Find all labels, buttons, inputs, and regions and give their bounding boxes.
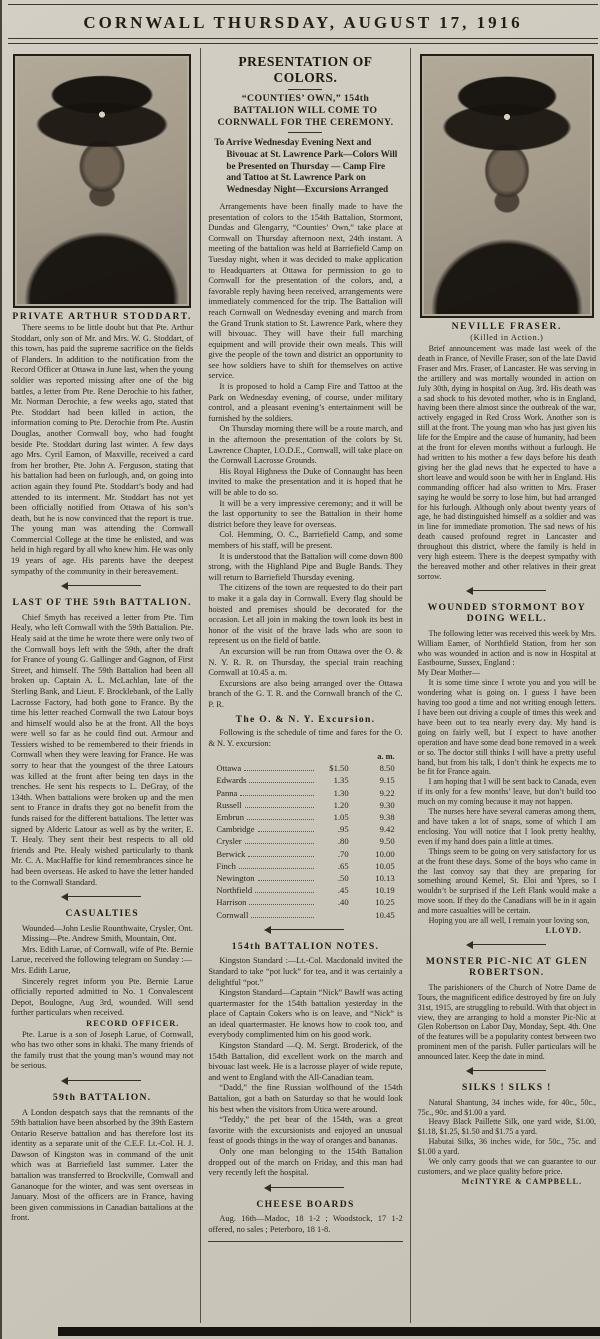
fare-row bbox=[216, 762, 398, 774]
article-154th-notes bbox=[208, 956, 402, 1178]
article-paragraph: Aug. 16th—Madoc, 18 1-2 ; Woodstock, 17 1-2 offered, no sales ; Peterboro, 18 1-8. bbox=[208, 1214, 403, 1234]
arrival-time: 10.05 bbox=[375, 860, 395, 871]
fare-row bbox=[216, 787, 398, 799]
fare-amount: .70 bbox=[337, 848, 349, 859]
left-column bbox=[8, 48, 201, 1323]
heading-cheese-boards: CHEESE BOARDS bbox=[256, 1198, 355, 1210]
heading-casualties: CASUALTIES bbox=[65, 908, 139, 920]
fare-amount: .40 bbox=[337, 897, 349, 908]
arrival-time: 9.15 bbox=[379, 775, 395, 786]
article-picnic bbox=[418, 983, 596, 1062]
article-casualties bbox=[11, 924, 193, 1072]
article-paragraph: Arrangements have been finally made to have the presentation of colors to the 154th Battalion, Stormont, Dundas and Glengarry, “Counties’ Own,” take place at Cornwall on Thursday afternoon next, 24th instant. A meeting of the battalion was held at Barriefield Camp on Tuesday night, when it was decided to make application to Headquarters at Ottawa for permission to go to Cornwall for the presentation of the colors, and, a favorable reply having been received, arrangements were immediately commenced for the trip. The Battalion will reach Cornwall on Wednesday evening and march from the Grand Trunk station to St. Lawrence Park, where they will bivouac. They will have their full marching equipment and will provide their own meals. This will give the people of the town and district an opportunity to see how soldiers have to shift for themselves on active service. bbox=[208, 201, 403, 381]
article-paragraph: Chief Smyth has received a letter from Pte. Tim Healy, who left Cornwall with the 59th Battalion. Pte. Healy said at the time he wrote there were only two of the Cornwall boys left with the 59th, after the draft for France of young G. Gallinger and Gagnon, of First Street, and himself. The 59th Battalion had been all broken up. Captain A. L. McLachlan, late of the Sterling Bank, and Lieut. F. Brocklebank, of the Lally Lacrosse Factory, had both gone to France. By the time his letter reached Cornwall the two Latour boys and himself would also be at the front. All the boys were well so far as he could find out. Armour and Tessiers wished to be remembered to their friends in Cornwall when they were leaving for France. He was sorry to hear that the youngest of the three Latours was killed at the front after being ten days in the trenches. He sent his respects to L. DeGray, of the 134th. When battalions were broken up and the men sent to France in drafts they got no benefit from the funds raised for the different battalions. The letter was signed by Alderic Latour as well as by the writer, E. T. Healy. They sent their best respects to all old friends and Pte. Healy wished particularly to thank Mr. C. A. MacHaffie for kind remembrances since he had been overseas. He asked to have the letter handed to the Cornwall Standard. bbox=[11, 612, 194, 887]
ad-paragraph: Habutai Silks, 36 inches wide, for 50c., 75c. and $1.00 a yard. bbox=[417, 1137, 596, 1157]
ad-paragraph: We only carry goods that we can guarantee to our customers, and we place quality before price. bbox=[417, 1157, 596, 1176]
section-divider bbox=[464, 941, 550, 949]
station-name: Crysler bbox=[216, 836, 242, 847]
heading-silks: SILKS ! SILKS ! bbox=[462, 1082, 552, 1094]
fare-amount: 1.05 bbox=[333, 811, 349, 822]
article-paragraph: It will be a very impressive ceremony; and it will be the last opportunity to see the Battalion in their home district before they leave for overseas. bbox=[208, 498, 403, 529]
headline-rule bbox=[288, 89, 322, 90]
article-paragraph: It is understood that the Battalion will come down 800 strong, with the Highland Pipe and Bugle Bands. They will return to Barriefield Thursday evening. bbox=[208, 551, 403, 582]
dotted-leader bbox=[258, 872, 314, 881]
photo-frame-fraser bbox=[420, 54, 594, 318]
article-59th-battalion bbox=[11, 1108, 193, 1225]
article-paragraph: Wounded—John Leslie Rounthwaite, Crysler, Ont. bbox=[22, 923, 193, 933]
dotted-leader bbox=[245, 835, 314, 844]
masthead bbox=[8, 4, 598, 47]
arrival-time: 10.00 bbox=[375, 848, 395, 859]
article-stoddart bbox=[11, 323, 193, 577]
dotted-leader bbox=[258, 823, 314, 832]
article-fraser bbox=[418, 344, 596, 582]
telegram-signature: RECORD OFFICER. bbox=[86, 1019, 180, 1029]
fare-amount: .95 bbox=[337, 824, 349, 835]
arrival-time: 10.45 bbox=[375, 909, 395, 920]
station-name: Embrun bbox=[216, 811, 245, 822]
station-name: Ottawa bbox=[216, 763, 242, 774]
fare-amount: 1.35 bbox=[333, 775, 349, 786]
heading-wounded-boy: WOUNDED STORMONT BOY DOING WELL. bbox=[427, 601, 587, 625]
arrival-time: 9.22 bbox=[379, 787, 395, 798]
dotted-leader bbox=[239, 860, 314, 869]
arrival-time: 10.25 bbox=[375, 897, 395, 908]
excursion-intro: Following is the schedule of time and fares for the O. & N. Y. excursion: bbox=[208, 727, 403, 748]
article-paragraph: The following letter was received this week by Mrs. William Eamer, of Northfield Station, from her son who was wounded in action and is now in Hospital at Eastbourne, Sussex, England : bbox=[417, 628, 596, 668]
ad-paragraph: Natural Shantung, 34 inches wide, for 40c., 50c., 75c., 90c. and $1.00 a yard. bbox=[417, 1097, 596, 1117]
fare-time-header: a. m. bbox=[377, 752, 395, 762]
soldier-portrait-fraser bbox=[424, 58, 590, 314]
arrival-time: 8.50 bbox=[379, 763, 395, 774]
article-paragraph: On Thursday morning there will be a route march, and in the afternoon the presentation of the colors by St. Lawrence Chapter, I.O.D.E., Cornwall, will take place on the Cornwall Lacrosse Grounds. bbox=[208, 424, 403, 466]
fare-row bbox=[216, 811, 398, 823]
photo-frame-stoddart bbox=[13, 54, 191, 308]
photo-subcaption-fraser: (Killed in Action.) bbox=[470, 333, 544, 342]
article-paragraph: “Teddy,” the pet bear of the 154th, was a great favorite with the excursionists and enjoyed an unusual feast of goods things in the way of oranges and bananas. bbox=[208, 1115, 403, 1146]
station-name: Berwick bbox=[216, 848, 246, 859]
fare-amount: $1.50 bbox=[329, 763, 349, 774]
station-name: Cornwall bbox=[216, 909, 249, 920]
article-paragraph: Hoping you are all well, I remain your loving son, bbox=[428, 916, 590, 926]
fare-amount: .80 bbox=[337, 836, 349, 847]
columns bbox=[8, 48, 598, 1323]
article-paragraph: Kingston Standard —Q. M. Sergt. Broderick, of the 154th Battalion, did excellent work on the march and bivouac last week. He is a lacrosse player of wide repute, and went to England with the All-Canadian team. bbox=[208, 1041, 403, 1082]
ad-paragraph: Heavy Black Paillette Silk, one yard wide, $1.00, $1.18, $1.25, $1.50 and $1.75 a yard. bbox=[417, 1117, 596, 1137]
station-name: Finch bbox=[216, 860, 236, 871]
fare-row bbox=[216, 835, 398, 847]
photo-caption-fraser: NEVILLE FRASER. bbox=[451, 321, 562, 332]
subheadline: “COUNTIES’ OWN,” 154th BATTALION WILL COME TO CORNWALL FOR THE CEREMONY. bbox=[217, 93, 394, 128]
heading-59th-battalion: 59th BATTALION. bbox=[52, 1092, 152, 1103]
advertisement-silks bbox=[418, 1098, 596, 1187]
dotted-leader bbox=[244, 762, 313, 771]
heading-picnic: MONSTER PIC-NIC AT GLEN ROBERTSON. bbox=[425, 955, 588, 979]
dotted-leader bbox=[249, 774, 313, 783]
station-name: Edwards bbox=[216, 775, 247, 786]
letter-signature: LLOYD. bbox=[545, 925, 582, 935]
fare-amount: .45 bbox=[337, 885, 349, 896]
fare-row bbox=[216, 884, 398, 896]
soldier-portrait-stoddart bbox=[17, 58, 187, 304]
article-paragraph: It is proposed to hold a Camp Fire and Tattoo at the Park on Wednesday evening, of course, under military control, and a pleasant evening’s entertainment will be furnished by the soldiers. bbox=[208, 382, 403, 423]
dotted-leader bbox=[249, 896, 313, 905]
fare-row bbox=[216, 896, 398, 908]
advertiser-signature: McINTYRE & CAMPBELL. bbox=[461, 1176, 582, 1186]
article-paragraph: Excursions are also being arranged over the Ottawa branch of the G. T. R. and the Cornwall branch of the C. P. R. bbox=[208, 678, 403, 709]
fare-amount: .50 bbox=[337, 873, 349, 883]
article-paragraph: Col. Hemming, O. C., Barriefield Camp, and some members of his staff, will be present. bbox=[208, 530, 403, 550]
dotted-leader bbox=[248, 848, 313, 857]
article-paragraph: An excursion will be run from Ottawa over the O. & N. Y. R. R. on Thursday, the special train reaching Cornwall at 10.45 a. m. bbox=[208, 646, 403, 678]
fare-schedule-table bbox=[216, 752, 398, 921]
letter-salutation: My Dear Mother— bbox=[417, 668, 480, 678]
deck-summary: To Arrive Wednesday Evening Next and Bivouac at St. Lawrence Park—Colors Will be Presented on Thursday — Camp Fire and Tattoo at St. Lawrence Park on Wednesday Night—Excursions Arranged bbox=[214, 137, 398, 195]
fare-amount: 1.20 bbox=[333, 799, 349, 810]
article-presentation-of-colors bbox=[208, 202, 402, 711]
heading-154th-notes: 154th BATTALION NOTES. bbox=[231, 940, 380, 952]
article-last-of-59th bbox=[11, 613, 193, 888]
dotted-leader bbox=[251, 909, 313, 918]
page-bottom-rule bbox=[58, 1327, 600, 1336]
section-divider bbox=[262, 926, 348, 934]
article-paragraph: A London despatch says that the remnants of the 59th battalion have been absorbed by the 39th Eastern Ontario Reserve battalion and has therefore lost its identity as a separate unit of the C.E.F. Lt.-Col. H. J. Dawson of Kingston was in command of the unit which was at Barriefield last summer. Later the battalion was transferred to Brockville, Cornwall and Gananoque for the winter, and was sent overseas in January. Most of the officers are in France, having been given commissions in Canadian battalions at the front. bbox=[11, 1107, 194, 1223]
article-paragraph: Sincerely regret inform you Pte. Bernie Larue officially reported admitted to No. 1 Convalescent Depot, Boulogne, Aug 3rd, wounded. Will send further particulars when received. bbox=[11, 976, 194, 1018]
dotted-leader bbox=[255, 884, 313, 893]
arrival-time: 10.19 bbox=[375, 885, 395, 896]
main-headline: PRESENTATION OF COLORS. bbox=[238, 54, 373, 85]
dotted-leader bbox=[245, 799, 314, 808]
fare-row bbox=[216, 774, 398, 786]
article-paragraph: Mrs. Edith Larue, of Cornwall, wife of Pte. Bernie Larue, received the following telegram on Sunday :— bbox=[11, 944, 194, 965]
article-cheese-boards bbox=[208, 1214, 402, 1235]
station-name: Harrison bbox=[216, 897, 247, 908]
article-paragraph: The nurses here have several cameras among them, and have taken a lot of snaps, some of which I am enclosing. You will notice that I look pretty healthy, even if my hand does pain a little at times. bbox=[417, 807, 596, 846]
arrival-time: 9.38 bbox=[379, 811, 395, 822]
column-bottom-rule bbox=[208, 1241, 402, 1242]
article-paragraph: Brief announcement was made last week of the death in France, of Neville Fraser, son of the late David Fraser and Mrs. Fraser, of Lancaster. He was serving in the artillery and was mortally wounded in action on July 30th, dying in hospital on Aug. 3rd. His death was a sad shock to his devoted mother, who is in England, having been there almost since the outbreak of the war, actively engaged in Red Cross Work. Another son is still at the front. The young man who has just given his life for the Empire and the cause of humanity, had been at the front for eleven months without a furlough. He had written to his mother a few days before his death giving her the glad news that he expected to have a short leave and would soon be with her in England. His commanding officer had also written to Mrs. Fraser saying he would be sorry to lose him, but had arranged for his furlough. Although only about twenty years of age, he had distinguished himself as a soldier and was in line for immediate promotion. The sad news of his death caused profound regret in Lancaster and throughout this district, where the family is held in very high esteem. There is the deepest sympathy with the bereaved mother and other relatives in their great sorrow. bbox=[417, 344, 596, 581]
heading-excursion: The O. & N. Y. Excursion. bbox=[235, 714, 376, 726]
article-paragraph: “Dadd,” the fine Russian wolfhound of the 154th Battalion, got a bath on Saturday so that he would look his best when the visitors from Utica were around. bbox=[208, 1083, 403, 1114]
article-paragraph: Things seem to be going on very satisfactory for us at the front these days. Some of the boys who came in the last convoy say that they are preparing for something around Kemel, St. Eloi and Ypres, so I wouldn’t be surprised if the Left Flank would make a move soon. If they do the Canadians will be in it again and more casualties will be certain. bbox=[417, 846, 596, 916]
fare-row bbox=[216, 909, 398, 921]
masthead-title: CORNWALL THURSDAY, AUGUST 17, 1916 bbox=[83, 13, 523, 32]
fare-amount: 1.30 bbox=[333, 787, 349, 798]
fare-header-spacer bbox=[216, 752, 348, 762]
arrival-time: 9.42 bbox=[379, 824, 395, 835]
section-divider bbox=[464, 1067, 550, 1075]
station-name: Cambridge bbox=[216, 824, 255, 835]
article-paragraph: His Royal Highness the Duke of Connaught has been invited to make the presentation and it is hoped that he will be able to do so. bbox=[208, 466, 403, 498]
article-paragraph: Kingston Standard—Captain “Nick” Bawlf was acting quartermaster for the 154th battalion yesterday in the place of Captain Cokers who is on leave, and “Nick” is an ideal quartermaster. He knows how to cook too, and everybody complimented him on his good work. bbox=[208, 988, 403, 1040]
article-paragraph: Missing—Pte. Andrew Smith, Mountain, Ont. bbox=[22, 934, 177, 944]
article-paragraph: The parishioners of the Church of Notre Dame de Tours, the magnificent edifice destroyed by fire on July 31st, 1915, are struggling to rebuild. With that object in view, they are arranging to hold a monster Pic-Nic at Glen Robertson on Labor Day, Monday, Sept. 4th. One of the features will be a popularity contest between two prominent men of the parish. Fuller particulars will be announced later. Keep the date in mind. bbox=[417, 982, 596, 1062]
center-column bbox=[201, 48, 410, 1323]
masthead-rule bbox=[8, 38, 598, 44]
article-paragraph: The citizens of the town are requested to do their part to make it a gala day in Cornwall. Every flag should be hoisted and premises should be decorated for the occasion. Let all join in making the town look its best in honor of the visit of the brave lads who are soon to represent us on the field of battle. bbox=[208, 583, 403, 646]
arrival-time: 9.50 bbox=[379, 836, 395, 847]
fare-table-header bbox=[216, 752, 398, 762]
article-paragraph: Pte. Larue is a son of Joseph Larue, of Cornwall, who has two other sons in khaki. The many friends of the family trust that the young man’s wound may not be serious. bbox=[11, 1029, 194, 1071]
section-divider bbox=[262, 1184, 348, 1192]
fare-row bbox=[216, 823, 398, 835]
photo-caption-stoddart: PRIVATE ARTHUR STODDART. bbox=[12, 311, 192, 322]
article-paragraph: I am hoping that I will be sent back to Canada, even if its only for a few months’ leave, but don’t build too much on my coming because it may not happen. bbox=[417, 777, 596, 807]
heading-last-of-59th: LAST OF THE 59th BATTALION. bbox=[12, 597, 192, 609]
section-divider bbox=[59, 893, 145, 901]
article-paragraph: Only one man belonging to the 154th Battalion dropped out of the march on Friday, and this man had very recently left the hospital. bbox=[208, 1147, 403, 1178]
station-name: Russell bbox=[216, 799, 242, 810]
station-name: Panna bbox=[216, 787, 238, 798]
article-wounded-boy bbox=[418, 629, 596, 936]
station-name: Newington bbox=[216, 873, 255, 883]
article-paragraph: It is some time since I wrote you and you will be wondering what is going on. I guess I have been having too good a time and not writing enough letters. I have been out driving a couple of times this week and have been out to tea nearly every day. My hand is going on fairly well, but I expect to have another operation and have some dead bone removed in a week or so. The doctor still thinks I will have a pretty useful hand, but from his talk, I don’t think he expects me to be fit for France again. bbox=[417, 678, 596, 777]
article-paragraph: Kingston Standard :—Lt.-Col. Macdonald invited the Standard to take “pot luck” for tea, and it was certainly a delightful “pot.” bbox=[208, 956, 403, 987]
fare-amount: .65 bbox=[337, 860, 349, 871]
arrival-time: 9.30 bbox=[379, 799, 395, 810]
fare-row bbox=[216, 860, 398, 872]
article-paragraph: There seems to be little doubt but that Pte. Arthur Stoddart, only son of Mr. and Mrs. W. G. Stoddart, of this town, has paid the supreme sacrifice on the fields of Flanders. In addition to the notification from the Record Officer at Ottawa in June last, when the young soldier was reported missing after one of the big battles, a letter from Pte. Rene Derochie to his father, Mr. Norman Derochie, a few weeks ago, stated that Pte. Stoddart had been killed in action, the information coming to Pte. Derochie from Pte. Austin Douglas, another Cornwall boy, who had fought beside Pte. Stoddart during last winter. A few days ago Mrs. Cyril Eamon, of Maxville, received a card from her brother, Pte. John A. Ferguson, stating that his battalion had been on furlough, and, on going into action again they found Pte. Stoddart’s body and had attended to its interment. Mr. Stoddart has not yet been officially notified from Ottawa of his son’s death, but he is now convinced that the report is true. The young man was attending the Cornwall Commercial College at the time he enlisted, and was held in high regard by all who knew him. He was only 19 years of age. His parents have the deepest sympathy of the community in their bereavement. bbox=[11, 323, 194, 576]
arrival-time: 10.13 bbox=[375, 873, 395, 883]
right-column bbox=[411, 48, 598, 1323]
headline-rule bbox=[288, 132, 322, 133]
station-name: Northfield bbox=[216, 885, 253, 896]
dotted-leader bbox=[240, 787, 313, 796]
fare-row bbox=[216, 799, 398, 811]
section-divider bbox=[59, 582, 145, 590]
dotted-leader bbox=[247, 811, 314, 820]
article-paragraph: Mrs. Edith Larue, bbox=[11, 966, 71, 976]
section-divider bbox=[464, 587, 550, 595]
fare-row bbox=[216, 848, 398, 860]
fare-row bbox=[216, 872, 398, 884]
section-divider bbox=[59, 1077, 145, 1085]
